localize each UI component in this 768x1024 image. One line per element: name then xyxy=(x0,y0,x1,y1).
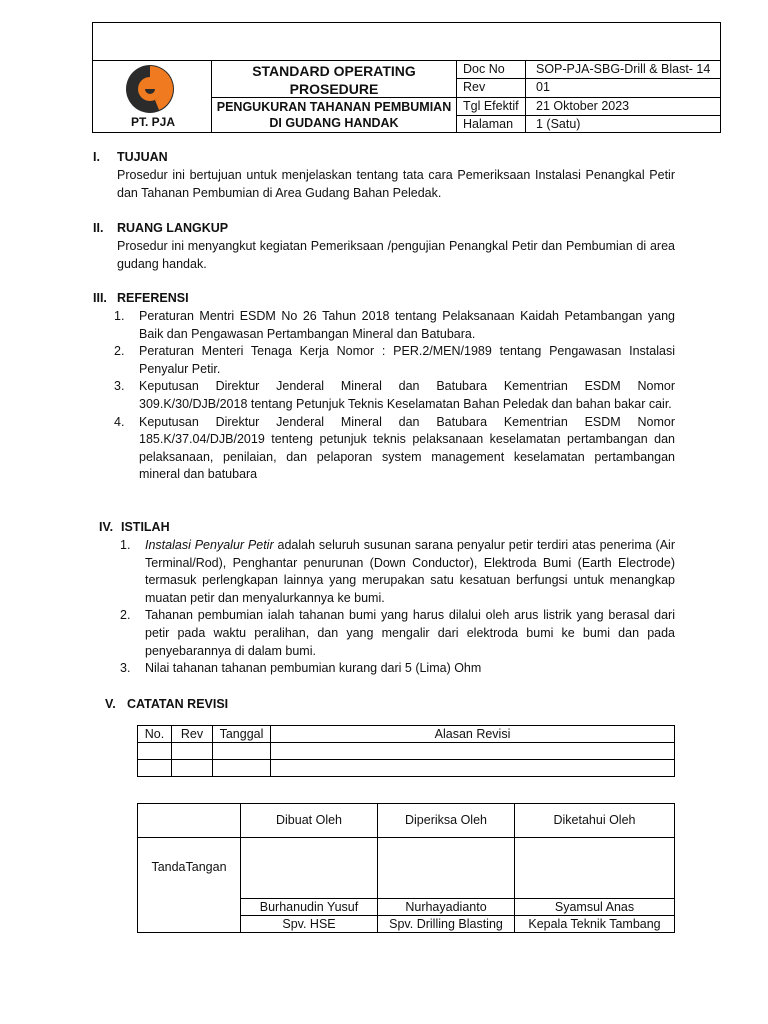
section-title-istilah xyxy=(99,520,170,534)
section-title-text: CATATAN REVISI xyxy=(127,697,229,711)
col-header: No. xyxy=(138,726,172,743)
list-text: Nilai tahanan tahanan pembumian kurang dari 5 (Lima) Ohm xyxy=(145,661,482,676)
col-header: Tanggal xyxy=(213,726,271,743)
section-title-text: RUANG LANGKUP xyxy=(117,221,229,235)
term-italic: Instalasi Penyalur Petir xyxy=(145,538,274,552)
signer-name: Syamsul Anas xyxy=(515,899,675,916)
table-cell xyxy=(172,743,213,760)
list-text: Keputusan Direktur Jenderal Mineral dan Batubara Kementrian ESDM Nomor 309.K/30/DJB/2018 tentang Petunjuk Teknis Keselamatan Bahan Peledak dan bahan bakar cair. xyxy=(139,379,675,411)
company-name: PT. PJA xyxy=(130,115,175,129)
list-item xyxy=(120,607,675,660)
referensi-list xyxy=(114,308,675,484)
signature-table xyxy=(137,803,675,933)
meta-value-tgl: 21 Oktober 2023 xyxy=(525,97,721,116)
col-header: Diperiksa Oleh xyxy=(378,804,515,838)
section-title-ruang xyxy=(93,221,228,235)
doc-subtitle-line2: DI GUDANG HANDAK xyxy=(269,116,399,130)
table-cell xyxy=(213,743,271,760)
list-item xyxy=(114,414,675,484)
section-num: I. xyxy=(93,150,100,164)
section-title-text: ISTILAH xyxy=(121,520,170,534)
signer-position: Spv. HSE xyxy=(241,916,378,933)
section-num: IV. xyxy=(99,520,114,534)
table-cell xyxy=(172,760,213,777)
section-num: II. xyxy=(93,221,104,235)
list-text: Peraturan Menteri Tenaga Kerja Nomor : PER.2/MEN/1989 tentang Pengawasan Instalasi Penyalur Petir. xyxy=(139,344,675,376)
list-text: Peraturan Mentri ESDM No 26 Tahun 2018 tentang Pelaksanaan Kaidah Petambangan yang Baik dan Pengawasan Pertambangan Mineral dan Batubara. xyxy=(139,309,675,341)
table-cell xyxy=(271,743,675,760)
meta-value-rev: 01 xyxy=(525,78,721,98)
list-item xyxy=(114,378,675,413)
table-cell xyxy=(138,804,241,838)
meta-value-docno: SOP-PJA-SBG-Drill & Blast- 14 xyxy=(525,60,721,79)
list-num: 1. xyxy=(120,538,131,552)
signer-position: Spv. Drilling Blasting xyxy=(378,916,515,933)
table-row xyxy=(138,838,675,899)
meta-label-halaman: Halaman xyxy=(456,115,526,133)
company-logo-icon xyxy=(125,64,181,114)
list-num: 4. xyxy=(114,414,125,429)
list-text: Keputusan Direktur Jenderal Mineral dan Batubara Kementrian ESDM Nomor 185.K/37.04/DJB/2019 tenteng petunjuk teknis pelaksanaan keselamatan pertambangan dan pelaksanaan, penilaian, dan pelaporan system management keselamatan pertambangan mineral dan batubara xyxy=(139,414,675,482)
ruang-text: Prosedur ini menyangkut kegiatan Pemeriksaan /pengujian Penangkal Petir dan Pembumian di area gudang handak. xyxy=(117,239,675,271)
list-text: Tahanan pembumian ialah tahanan bumi yang harus dilalui oleh arus listrik yang berasal dari petir pada waktu peralihan, dan yang mengalir dari elektroda bumi ke bumi dan pada penyebarannya di dalam bumi. xyxy=(145,608,675,658)
table-header-row xyxy=(138,804,675,838)
table-cell xyxy=(213,760,271,777)
col-header: Dibuat Oleh xyxy=(241,804,378,838)
list-text: adalah seluruh susunan sarana penyalur petir terdiri atas penerima (Air Terminal/Rod), Penghantar penurunan (Down Conductor), Elektroda Bumi (Earth Electrode) termasuk perlengkapan lainnya yang merupakan satu kesatuan berfungsi untuk menangkap muatan petir dan menyalurkannya ke bumi. xyxy=(145,538,675,605)
list-num: 2. xyxy=(114,344,125,359)
signer-name: Nurhayadianto xyxy=(378,899,515,916)
signature-row-label: TandaTangan xyxy=(138,838,241,933)
header-table xyxy=(92,60,721,133)
meta-label-tgl: Tgl Efektif xyxy=(456,97,526,116)
table-cell xyxy=(138,760,172,777)
tujuan-text: Prosedur ini bertujuan untuk menjelaskan tentang tata cara Pemeriksaan Instalasi Penangkal Petir dan Tahanan Pembumian di Area Gudang Bahan Peledak. xyxy=(117,168,675,200)
section-title-tujuan xyxy=(93,150,168,164)
section-title-text: REFERENSI xyxy=(117,291,189,305)
signer-name: Burhanudin Yusuf xyxy=(241,899,378,916)
table-row xyxy=(138,760,675,777)
table-header-row xyxy=(138,726,675,743)
meta-label-rev: Rev xyxy=(456,78,526,98)
meta-value-halaman: 1 (Satu) xyxy=(525,115,721,133)
section-num: III. xyxy=(93,291,107,305)
table-cell xyxy=(138,743,172,760)
list-item xyxy=(120,660,675,678)
revision-table xyxy=(137,725,675,777)
signature-box xyxy=(515,838,675,899)
doc-title-line1: STANDARD OPERATING xyxy=(252,63,416,79)
list-num: 1. xyxy=(114,309,125,323)
section-num: V. xyxy=(105,697,116,711)
table-row xyxy=(138,743,675,760)
list-item xyxy=(114,343,675,378)
meta-label-docno: Doc No xyxy=(456,60,526,79)
col-header: Rev xyxy=(172,726,213,743)
signature-box xyxy=(378,838,515,899)
section-title-catatan xyxy=(105,697,228,711)
doc-title-line2: PROSEDURE xyxy=(289,81,379,97)
list-num: 3. xyxy=(114,379,125,394)
list-num: 3. xyxy=(120,661,131,676)
section-title-referensi xyxy=(93,291,189,305)
section-title-text: TUJUAN xyxy=(117,150,168,164)
doc-subtitle-line1: PENGUKURAN TAHANAN PEMBUMIAN xyxy=(216,100,452,114)
table-cell xyxy=(271,760,675,777)
logo-cell xyxy=(92,60,212,133)
signer-position: Kepala Teknik Tambang xyxy=(515,916,675,933)
istilah-list xyxy=(120,537,675,678)
doc-title xyxy=(211,60,457,98)
doc-subtitle xyxy=(211,97,457,133)
col-header: Diketahui Oleh xyxy=(515,804,675,838)
list-item xyxy=(120,537,675,607)
list-item xyxy=(114,308,675,343)
signature-box xyxy=(241,838,378,899)
col-header: Alasan Revisi xyxy=(271,726,675,743)
list-num: 2. xyxy=(120,608,131,623)
